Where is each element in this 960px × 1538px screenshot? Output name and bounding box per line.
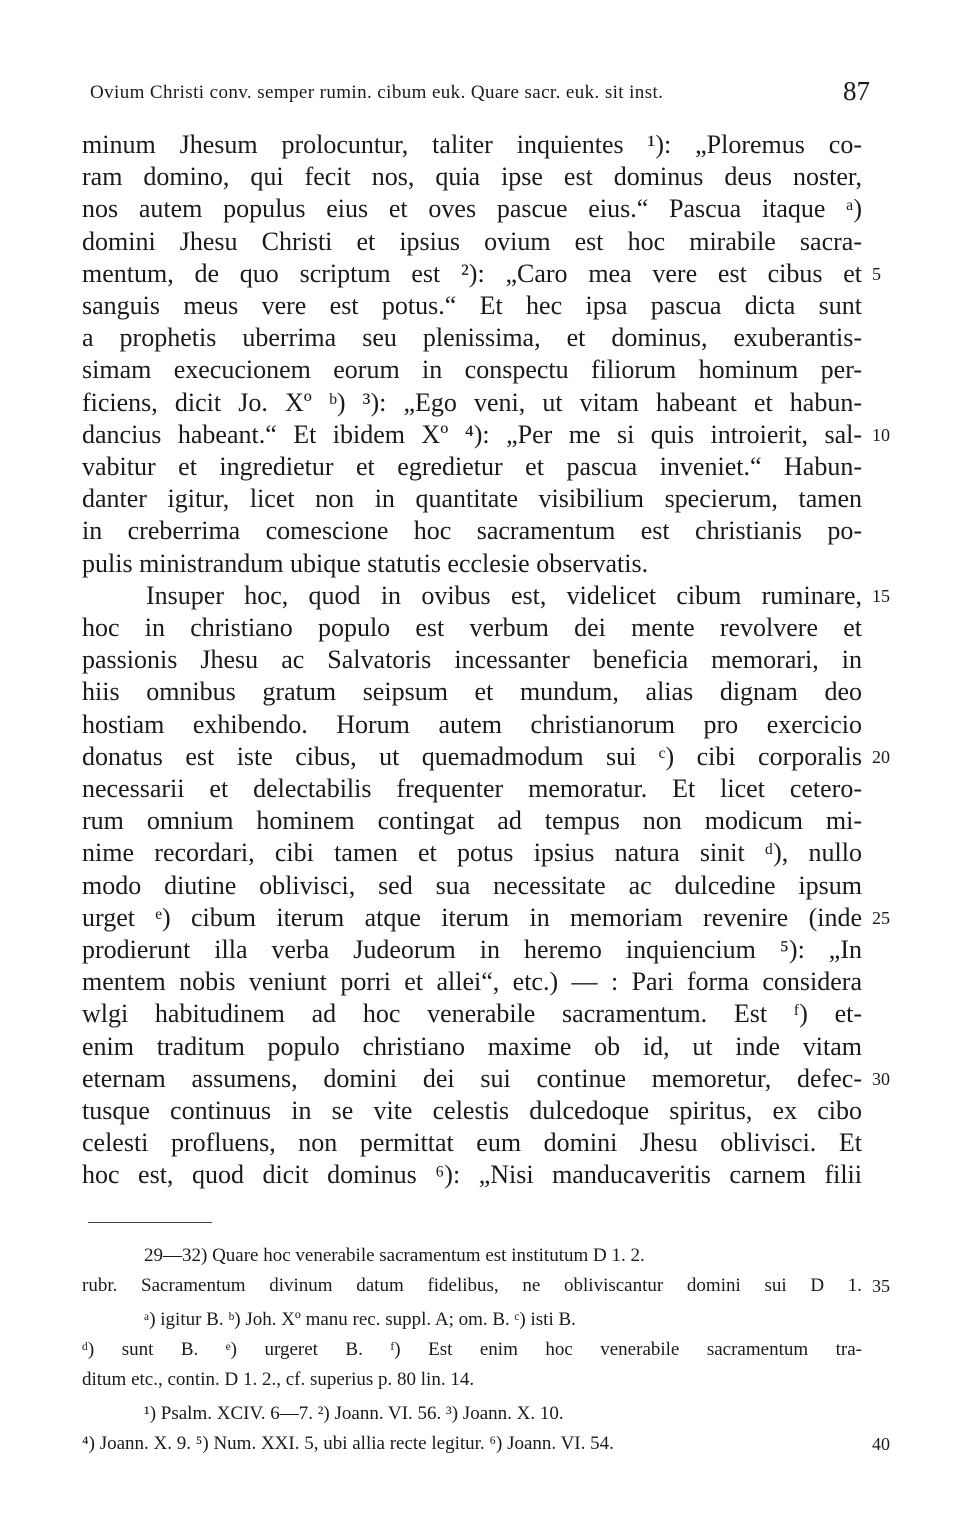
text-line: in creberrima comescione hoc sacramentum est christianis po- — [82, 516, 862, 546]
text-line: tusque continuus in se vite celestis dulcedoque spiritus, ex cibo — [82, 1096, 862, 1125]
footnote-line: rubr. Sacramentum divinum datum fidelibus, ne obliviscantur domini sui D 1. — [82, 1275, 862, 1296]
text-line: Insuper hoc, quod in ovibus est, videlicet cibum ruminare, — [146, 580, 862, 610]
line-number: 35 — [872, 1276, 890, 1296]
text-line: danter igitur, licet non in quantitate visibilium specierum, tamen — [82, 484, 862, 514]
text-line: sanguis meus vere est potus.“ Et hec ipsa pascua dicta sunt — [82, 291, 862, 320]
text-line: necessarii et delectabilis frequenter memoratur. Et licet cetero- — [82, 774, 862, 803]
text-line: hostiam exhibendo. Horum autem christianorum pro exercicio — [82, 709, 862, 739]
running-header — [90, 78, 870, 114]
text-line: hoc est, quod dicit dominus ⁶): „Nisi manducaveritis carnem filii — [82, 1160, 862, 1190]
text-line: vabitur et ingredietur et egredietur et pascua inveniet.“ Habun- — [82, 452, 862, 481]
text-line: passionis Jhesu ac Salvatoris incessanter beneficia memorari, in — [82, 645, 862, 675]
text-line: dancius habeant.“ Et ibidem Xº ⁴): „Per me si quis introierit, sal- — [82, 419, 862, 449]
footnote-separator — [88, 1222, 212, 1223]
page-number: 87 — [843, 76, 870, 106]
text-line: wlgi habitudinem ad hoc venerabile sacramentum. Est ᶠ) et- — [82, 999, 862, 1029]
text-line: enim traditum populo christiano maxime ob id, ut inde vitam — [82, 1031, 862, 1061]
text-line: urget ᵉ) cibum iterum atque iterum in memoriam revenire (inde — [82, 902, 862, 932]
text-line: donatus est iste cibus, ut quemadmodum sui ᶜ) cibi corporalis — [82, 741, 862, 771]
footnote-line: ᵈ) sunt B. ᵉ) urgeret B. ᶠ) Est enim hoc venerabile sacramentum tra- — [82, 1339, 862, 1360]
line-number: 15 — [872, 585, 890, 606]
footnote-line: 29—32) Quare hoc venerabile sacramentum est institutum D 1. 2. — [144, 1245, 645, 1266]
text-line: mentem nobis veniunt porri et allei“, etc.) — : Pari forma considera — [82, 967, 862, 997]
text-line: minum Jhesum prolocuntur, taliter inquientes ¹): „Ploremus co- — [82, 130, 862, 159]
text-line: ficiens, dicit Jo. Xº ᵇ) ³): „Ego veni, ut vitam habeant et habun- — [82, 387, 862, 417]
text-line: a prophetis uberrima seu plenissima, et dominus, exuberantis- — [82, 323, 862, 353]
text-line: rum omnium hominem contingat ad tempus non modicum mi- — [82, 806, 862, 836]
text-line: modo diutine oblivisci, sed sua necessitate ac dulcedine ipsum — [82, 870, 862, 900]
text-line: prodierunt illa verba Judeorum in heremo inquiencium ⁵): „In — [82, 935, 862, 964]
line-number: 40 — [872, 1434, 890, 1454]
text-line: ram domino, qui fecit nos, quia ipse est dominus deus noster, — [82, 162, 862, 192]
footnote-line: ⁴) Joann. X. 9. ⁵) Num. XXI. 5, ubi allia recte legitur. ⁶) Joann. VI. 54. — [82, 1433, 614, 1454]
text-line: hiis omnibus gratum seipsum et mundum, alias dignam deo — [82, 677, 862, 707]
text-line: nime recordari, cibi tamen et potus ipsius natura sinit ᵈ), nullo — [82, 838, 862, 868]
text-line: hoc in christiano populo est verbum dei mente revolvere et — [82, 613, 862, 642]
line-number: 25 — [872, 907, 890, 928]
line-number: 10 — [872, 424, 890, 445]
text-line: simam execucionem eorum in conspectu filiorum hominum per- — [82, 355, 862, 385]
line-number: 5 — [872, 263, 881, 284]
text-line: mentum, de quo scriptum est ²): „Caro mea vere est cibus et — [82, 258, 862, 288]
text-line: nos autem populus eius et oves pascue eius.“ Pascua itaque ᵃ) — [82, 194, 862, 224]
footnote-line: ᵃ) igitur B. ᵇ) Joh. Xº manu rec. suppl. A; om. B. ᶜ) isti B. — [144, 1309, 576, 1330]
text-line: eternam assumens, domini dei sui continue memoretur, defec- — [82, 1063, 862, 1093]
line-number: 30 — [872, 1068, 890, 1089]
footnote-line: ditum etc., contin. D 1. 2., cf. superius p. 80 lin. 14. — [82, 1369, 475, 1390]
running-title: Ovium Christi conv. semper rumin. cibum euk. Quare sacr. euk. sit inst. — [90, 82, 664, 103]
line-number: 20 — [872, 746, 890, 767]
text-line: domini Jhesu Christi et ipsius ovium est hoc mirabile sacra- — [82, 226, 862, 256]
footnote-line: ¹) Psalm. XCIV. 6—7. ²) Joann. VI. 56. ³) Joann. X. 10. — [144, 1403, 564, 1424]
text-line: celesti profluens, non permittat eum domini Jhesu oblivisci. Et — [82, 1128, 862, 1158]
text-line: pulis ministrandum ubique statutis ecclesie observatis. — [82, 548, 649, 578]
